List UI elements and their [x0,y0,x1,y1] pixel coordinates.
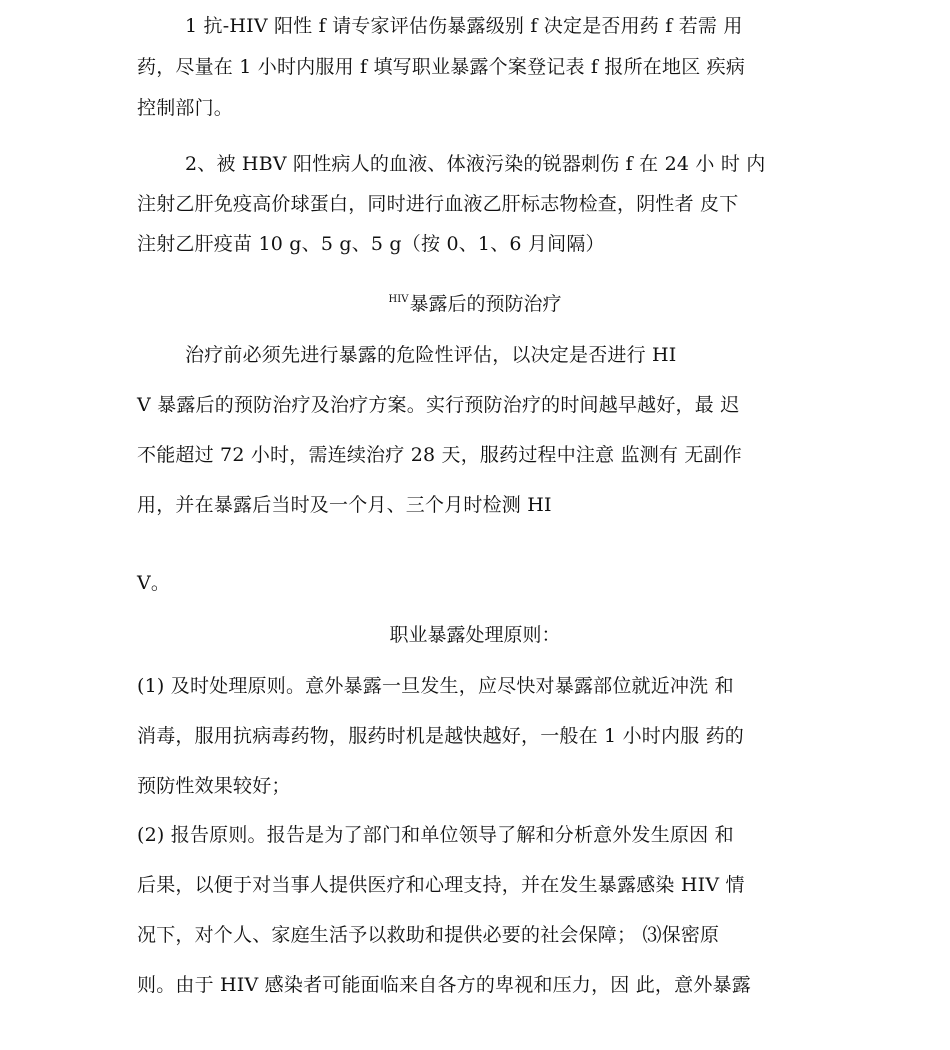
paragraph-3-line-2: V 暴露后的预防治疗及治疗方案。实行预防治疗的时间越早越好，最 迟 [137,394,740,416]
heading-prefix-hiv: HIV [388,294,409,305]
paragraph-1-line-1: 1 抗-HIV 阳性 f 请专家评估伤暴露级别 f 决定是否用药 f 若需 用 [185,15,743,37]
paragraph-2-line-3: 注射乙肝疫苗 10 g、5 g、5 g（按 0、1、6 月间隔） [137,233,605,255]
paragraph-1-line-2: 药，尽量在 1 小时内服用 f 填写职业暴露个案登记表 f 报所在地区 疾病 [137,56,746,78]
heading-text: 暴露后的预防治疗 [409,293,562,315]
section-heading-hiv-prevention [0,291,950,317]
paragraph-4-line-2: 消毒，服用抗病毒药物，服药时机是越快越好，一般在 1 小时内服 药的 [137,725,745,747]
paragraph-3-line-3: 不能超过 72 小时，需连续治疗 28 天，服药过程中注意 监测有 无副作 [137,444,742,466]
paragraph-4-line-1: (1) 及时处理原则。意外暴露一旦发生，应尽快对暴露部位就近冲洗 和 [137,675,734,697]
paragraph-5-line-1: (2) 报告原则。报告是为了部门和单位领导了解和分析意外发生原因 和 [137,824,734,846]
paragraph-5-line-2: 后果，以便于对当事人提供医疗和心理支持，并在发生暴露感染 HIV 情 [137,874,745,896]
paragraph-3-line-5: V。 [137,572,171,594]
paragraph-2-line-2: 注射乙肝免疫高价球蛋白，同时进行血液乙肝标志物检查，阴性者 皮下 [137,193,739,215]
paragraph-3-line-1: 治疗前必须先进行暴露的危险性评估，以决定是否进行 HI [185,344,677,366]
paragraph-5-line-3: 况下，对个人、家庭生活予以救助和提供必要的社会保障； ⑶保密原 [137,924,720,946]
paragraph-5-line-4: 则。由于 HIV 感染者可能面临来自各方的卑视和压力，因 此，意外暴露 [137,974,751,996]
section-heading-principles: 职业暴露处理原则： [389,624,561,646]
paragraph-4-line-3: 预防性效果较好； [137,775,291,797]
paragraph-1-line-3: 控制部门。 [137,97,234,119]
paragraph-3-line-4: 用，并在暴露后当时及一个月、三个月时检测 HI [137,494,552,516]
paragraph-2-line-1: 2、被 HBV 阳性病人的血液、体液污染的锐器刺伤 f 在 24 小 时 内 [185,153,766,175]
